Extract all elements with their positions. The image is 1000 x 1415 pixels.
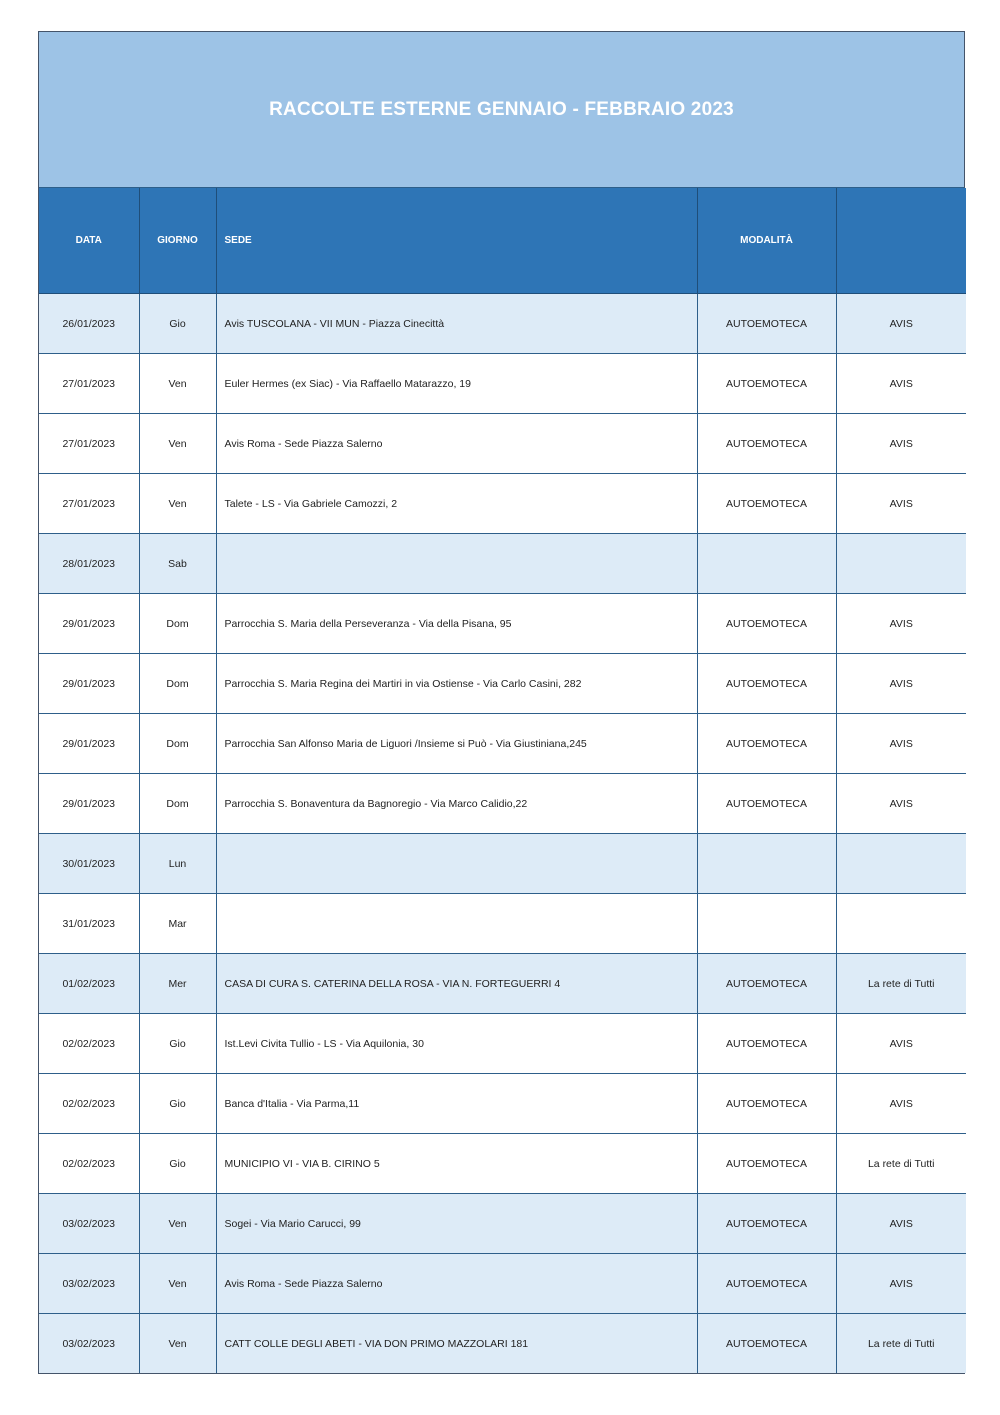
cell-organizer: AVIS — [836, 474, 966, 534]
cell-date: 29/01/2023 — [39, 654, 139, 714]
cell-mode — [697, 894, 836, 954]
cell-organizer: La rete di Tutti — [836, 954, 966, 1014]
cell-mode: AUTOEMOTECA — [697, 594, 836, 654]
table-body — [39, 294, 966, 1374]
cell-day: Ven — [139, 1314, 216, 1374]
title-band — [39, 32, 964, 188]
cell-day: Mer — [139, 954, 216, 1014]
table-row — [39, 1314, 966, 1374]
cell-mode: AUTOEMOTECA — [697, 1014, 836, 1074]
cell-date: 29/01/2023 — [39, 594, 139, 654]
cell-day: Lun — [139, 834, 216, 894]
cell-date: 27/01/2023 — [39, 354, 139, 414]
cell-mode — [697, 534, 836, 594]
cell-date: 02/02/2023 — [39, 1014, 139, 1074]
cell-location — [216, 834, 697, 894]
cell-mode: AUTOEMOTECA — [697, 1194, 836, 1254]
cell-location: Banca d'Italia - Via Parma,11 — [216, 1074, 697, 1134]
cell-mode: AUTOEMOTECA — [697, 294, 836, 354]
cell-date: 03/02/2023 — [39, 1254, 139, 1314]
cell-location: MUNICIPIO VI - VIA B. CIRINO 5 — [216, 1134, 697, 1194]
cell-day: Gio — [139, 1134, 216, 1194]
table-row — [39, 474, 966, 534]
cell-organizer — [836, 834, 966, 894]
cell-organizer — [836, 894, 966, 954]
cell-organizer: AVIS — [836, 654, 966, 714]
cell-location: Sogei - Via Mario Carucci, 99 — [216, 1194, 697, 1254]
cell-day: Ven — [139, 1254, 216, 1314]
cell-organizer: AVIS — [836, 1074, 966, 1134]
cell-organizer: AVIS — [836, 354, 966, 414]
table-row — [39, 1194, 966, 1254]
cell-organizer — [836, 534, 966, 594]
cell-location — [216, 534, 697, 594]
cell-day: Dom — [139, 594, 216, 654]
cell-location: Parrocchia S. Bonaventura da Bagnoregio - Via Marco Calidio,22 — [216, 774, 697, 834]
cell-location: CATT COLLE DEGLI ABETI - VIA DON PRIMO MAZZOLARI 181 — [216, 1314, 697, 1374]
cell-date: 01/02/2023 — [39, 954, 139, 1014]
cell-mode: AUTOEMOTECA — [697, 354, 836, 414]
cell-day: Ven — [139, 1194, 216, 1254]
cell-day: Ven — [139, 354, 216, 414]
table-row — [39, 1254, 966, 1314]
cell-date: 30/01/2023 — [39, 834, 139, 894]
cell-date: 29/01/2023 — [39, 774, 139, 834]
cell-organizer: AVIS — [836, 414, 966, 474]
cell-date: 31/01/2023 — [39, 894, 139, 954]
cell-location: CASA DI CURA S. CATERINA DELLA ROSA - VIA N. FORTEGUERRI 4 — [216, 954, 697, 1014]
cell-location: Avis Roma - Sede Piazza Salerno — [216, 1254, 697, 1314]
table-row — [39, 354, 966, 414]
cell-date: 03/02/2023 — [39, 1194, 139, 1254]
cell-location: Avis TUSCOLANA - VII MUN - Piazza Cinecittà — [216, 294, 697, 354]
header-modalita: MODALITÀ — [697, 188, 836, 294]
cell-mode: AUTOEMOTECA — [697, 954, 836, 1014]
table-row — [39, 414, 966, 474]
header-row — [39, 188, 966, 294]
cell-day: Dom — [139, 714, 216, 774]
cell-organizer: AVIS — [836, 714, 966, 774]
header-sede: SEDE — [216, 188, 697, 294]
cell-mode: AUTOEMOTECA — [697, 1314, 836, 1374]
cell-day: Gio — [139, 1074, 216, 1134]
cell-mode: AUTOEMOTECA — [697, 1134, 836, 1194]
cell-day: Gio — [139, 1014, 216, 1074]
table-row — [39, 294, 966, 354]
cell-date: 02/02/2023 — [39, 1134, 139, 1194]
cell-day: Dom — [139, 774, 216, 834]
cell-organizer: AVIS — [836, 594, 966, 654]
cell-mode: AUTOEMOTECA — [697, 414, 836, 474]
cell-location: Parrocchia S. Maria della Perseveranza - Via della Pisana, 95 — [216, 594, 697, 654]
cell-mode — [697, 834, 836, 894]
table-row — [39, 1074, 966, 1134]
cell-organizer: La rete di Tutti — [836, 1134, 966, 1194]
page-title: RACCOLTE ESTERNE GENNAIO - FEBBRAIO 2023 — [269, 98, 734, 120]
cell-date: 27/01/2023 — [39, 474, 139, 534]
cell-organizer: AVIS — [836, 294, 966, 354]
table-row — [39, 534, 966, 594]
cell-day: Ven — [139, 474, 216, 534]
cell-date: 29/01/2023 — [39, 714, 139, 774]
table-row — [39, 894, 966, 954]
cell-organizer: AVIS — [836, 1254, 966, 1314]
cell-mode: AUTOEMOTECA — [697, 474, 836, 534]
cell-day: Gio — [139, 294, 216, 354]
table-row — [39, 594, 966, 654]
cell-organizer: AVIS — [836, 1014, 966, 1074]
cell-mode: AUTOEMOTECA — [697, 654, 836, 714]
table-row — [39, 834, 966, 894]
table-row — [39, 1014, 966, 1074]
cell-organizer: AVIS — [836, 1194, 966, 1254]
header-ente — [836, 188, 966, 294]
table-row — [39, 954, 966, 1014]
cell-location — [216, 894, 697, 954]
cell-location: Ist.Levi Civita Tullio - LS - Via Aquilonia, 30 — [216, 1014, 697, 1074]
cell-location: Euler Hermes (ex Siac) - Via Raffaello Matarazzo, 19 — [216, 354, 697, 414]
cell-day: Mar — [139, 894, 216, 954]
cell-organizer: La rete di Tutti — [836, 1314, 966, 1374]
schedule-table — [39, 188, 966, 1373]
cell-date: 27/01/2023 — [39, 414, 139, 474]
cell-organizer: AVIS — [836, 774, 966, 834]
cell-date: 28/01/2023 — [39, 534, 139, 594]
cell-date: 03/02/2023 — [39, 1314, 139, 1374]
cell-day: Dom — [139, 654, 216, 714]
header-giorno: GIORNO — [139, 188, 216, 294]
cell-day: Ven — [139, 414, 216, 474]
header-data: DATA — [39, 188, 139, 294]
cell-location: Talete - LS - Via Gabriele Camozzi, 2 — [216, 474, 697, 534]
table-row — [39, 654, 966, 714]
cell-location: Parrocchia San Alfonso Maria de Liguori /Insieme si Può - Via Giustiniana,245 — [216, 714, 697, 774]
cell-date: 02/02/2023 — [39, 1074, 139, 1134]
cell-mode: AUTOEMOTECA — [697, 1074, 836, 1134]
table-row — [39, 714, 966, 774]
table-row — [39, 1134, 966, 1194]
cell-mode: AUTOEMOTECA — [697, 714, 836, 774]
table-row — [39, 774, 966, 834]
cell-location: Parrocchia S. Maria Regina dei Martiri in via Ostiense - Via Carlo Casini, 282 — [216, 654, 697, 714]
cell-location: Avis Roma - Sede Piazza Salerno — [216, 414, 697, 474]
schedule-sheet — [38, 31, 965, 1374]
cell-mode: AUTOEMOTECA — [697, 774, 836, 834]
cell-date: 26/01/2023 — [39, 294, 139, 354]
cell-day: Sab — [139, 534, 216, 594]
cell-mode: AUTOEMOTECA — [697, 1254, 836, 1314]
